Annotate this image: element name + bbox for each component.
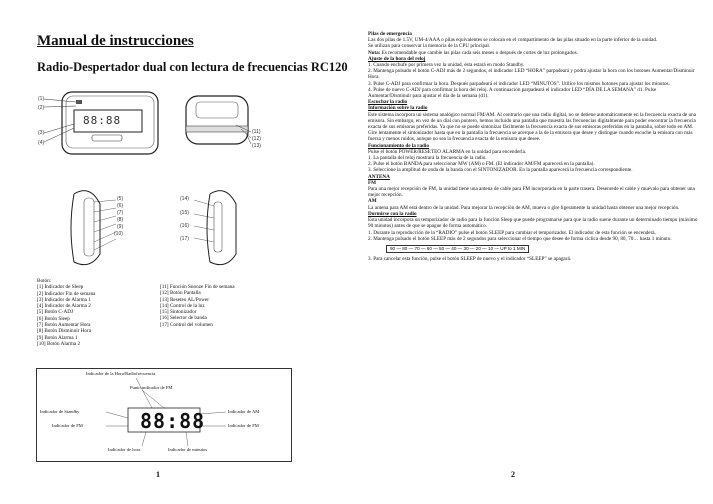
button-item: [1] Indicador de Sleep (37, 284, 84, 291)
button-item: [4] Indicador de Alarma 2 (37, 303, 91, 310)
page-number-left: 1 (156, 470, 160, 479)
am-title: AM (368, 198, 377, 205)
pilas-note-text: Es recomendable que cambie las pilas cada seis meses o después de cortes de luz prolongados. (381, 49, 578, 56)
button-item: [13] Reseteo AL/Power (160, 296, 209, 303)
callout-4: (4) (38, 140, 45, 146)
pilas-text-2: Se utilizan para conservar la memoria de la CPU principal. (368, 43, 491, 50)
callout-11: (11) (252, 129, 261, 135)
display-digits: 88:88 (140, 409, 206, 433)
callout-13: (13) (252, 143, 261, 149)
label-fm-right: Indicador de FM (228, 423, 259, 428)
button-item: [3] Indicador de Alarma 1 (37, 296, 91, 303)
dormirse-text: Esta unidad incorpora un temporizador de radio para la función Sleep que puede programarse para que la radio suene durante un determinado tiempo (máximo 90 minutos) antes de que se apague de forma automático. (368, 217, 698, 230)
label-punto-fm: Punto indicador de FM (130, 385, 173, 390)
callout-6: (6) (117, 203, 124, 209)
ajuste-title: Ajuste de la hora del reloj (368, 55, 426, 62)
label-am: Indicador de AM (228, 409, 260, 414)
callout-1: (1) (38, 96, 45, 102)
callout-2: (2) (38, 105, 45, 111)
dormirse-last: 3. Para cancelar esta función, pulse el botón SLEEP de nuevo y el indicador “SLEEP” se apagará. (368, 256, 572, 263)
callout-8: (8) (117, 217, 124, 223)
button-item: [6] Botón Sleep (37, 315, 70, 322)
callout-12: (12) (252, 136, 261, 142)
func-line: 2. Pulse el botón BANDA para seleccionar MW (AM) o FM. (El indicador AM/FM aparecerá en la pantalla). (368, 161, 595, 168)
callout-10: (10) (114, 231, 123, 237)
button-item: [9] Botón Alarma 1 (37, 334, 78, 341)
callout-17: (17) (180, 236, 189, 242)
label-hora: Indicador de hora (108, 447, 141, 452)
pilas-title: Pilas de emergencia (368, 31, 412, 37)
right-page-text (368, 31, 698, 262)
ajuste-line: 2. Mantenga pulsado el botón C-ADJ más de 2 segundos, el indicador LED “HORA” parpadeará y podrá ajustar la hora con los botones Aumentar/Disminuir Hora. (368, 68, 695, 81)
button-item: [17] Control del volumen (160, 321, 213, 328)
dormirse-line: 1. Durante la reproducción de la “RADIO” pulse el botón SLEEP para cambiar el temporizador. El indicador de esta función se encenderá. (368, 229, 656, 236)
ajuste-line: 1. Cuando enchufe por primera vez la unidad, ésta estará en modo Standby. (368, 62, 525, 69)
callout-16: (16) (180, 223, 189, 229)
dormirse-line: 2. Mantenga pulsado el botón SLEEP más de 2 segundos para seleccionar el tiempo que desee de forma cíclica desde 90, 80, 70… hasta 1 minuto. (368, 235, 672, 242)
fm-text: Para una mejor recepción de FM, la unidad tiene una antena de cable para FM incorporada en la parte trasera. Desenrede el cable y muévalo para obtener una mejor recepción. (368, 186, 695, 199)
button-item: [7] Botón Aumentar Hora (37, 322, 91, 329)
manual-title: Manual de instrucciones (37, 33, 194, 49)
button-item: [5] Botón C-ADJ (37, 309, 74, 316)
callout-3: (3) (38, 130, 45, 136)
button-item: [16] Selector de banda (160, 315, 207, 322)
button-item: [10] Botón Alarma 2 (37, 340, 81, 347)
fm-title: FM (368, 179, 377, 186)
callout-9: (9) (117, 224, 124, 230)
label-standby: Indicador de Standby (40, 409, 80, 414)
callout-14: (14) (180, 196, 189, 202)
ajuste-line: 3. Pulse C-ADJ para confirmar la hora. Después parpadeará el indicador LED “MINUTOS”. Utilice los mismos botones para ajustar los minutos. (368, 80, 670, 87)
page-number-right: 2 (511, 470, 515, 479)
label-hora-frecuencia: Indicador de la Hora/Radiofrecuencia (86, 371, 156, 376)
buttons-heading: Botón: (37, 278, 52, 284)
sleep-sequence: 90 — 80 — 70 — 60 — 50 — 40 — 30 — 20 — 10 — UP to 1 MIN (386, 245, 529, 253)
display-digits-top: 88:88 (83, 114, 122, 127)
func-title: Funcionamiento de la radio (368, 142, 429, 149)
button-item: [15] Sintonizador (160, 309, 197, 316)
sleep-sequence-row (386, 245, 698, 253)
func-line: Pulse el botón POWER/RESETEO ALARMA en la unidad para encenderla. (368, 148, 527, 155)
info-text: Este sistema incorpora un sistema analógico normal FM/AM. Al contrario que una radio digital, no se detiene automáticamente en la frecuencia exacta de una emisora. Sin embargo, en vez de un dial con puntero, hemos incluido una pantalla que muestra las frecuencias digitalmente para poder encontrar la frecuencia exacta de sus emisoras preferidas. Ya que no se puede sintonizar fácilmente la frecuencia exacta de sus emisoras preferidas en la pantalla, sobre todo en AM. Gire lentamente el sintonizador hasta que en la pantalla la frecuencia se acerque a la de la emisora que desee y distingue cuando escuche la emisora con más fuerza y menos ruidos, aunque no sea la frecuencia exacta de la emisora que desee. (368, 111, 696, 143)
antena-title: ANTENA (368, 173, 390, 180)
info-title: Información sobre la radio (368, 105, 428, 112)
func-line: 1. La pantalla del reloj mostrará la frecuencia de la radio. (368, 155, 487, 162)
label-fm-left: Indicador de FM (52, 423, 83, 428)
manual-subtitle: Radio-Despertador dual con lectura de frecuencias RC120 (37, 60, 348, 74)
buttons-list-col1 (37, 278, 157, 347)
callout-7: (7) (117, 210, 124, 216)
button-item: [11] Función Snooze Fin de semana (160, 284, 235, 290)
button-item: [14] Control de la luz (160, 302, 205, 309)
right-page (357, 0, 713, 504)
callout-5: (5) (117, 196, 124, 202)
ajuste-line: 4. Pulse de nuevo C-ADJ para confirmar la hora del reloj. A continuación parpadeará el indicador LED “DÍA DE LA SEMANA” d1. Pulse Aumentar/Disminuir para ajustar el día de la semana (d1). (368, 86, 657, 100)
buttons-list-col2 (160, 284, 290, 328)
pilas-note-label: Nota: (368, 49, 381, 56)
dormirse-title: Dormirse con la radio (368, 210, 417, 217)
escuchar-title: Escuchar la radio (368, 99, 408, 106)
button-item: [2] Indicador Fin de semana (37, 290, 96, 297)
callout-15: (15) (180, 210, 189, 216)
button-item: [8] Botón Disminuir Hora (37, 328, 92, 335)
button-item: [12] Botón Pantalla (160, 290, 201, 297)
clock-side-illustration (60, 184, 260, 272)
label-minutos: Indicador de minutos (168, 447, 208, 452)
clock-front-illustration (36, 88, 266, 168)
pilas-text: Las dos pilas de 1.5V, UM-4/AAA o pilas equivalentes se colocan en el compartimento de las pilas situado en la parte inferior de la unidad. (368, 37, 658, 44)
am-text: La antena para AM está dentro de la unidad. Para mejorar la recepción de AM, mueva o gire ligeramente la unidad hasta obtener una mejor recepción. (368, 204, 680, 211)
func-line: 3. Seleccione la amplitud de onda de la banda con el SINTONIZADOR. En la pantalla aparecerá la frecuencia correspondiente. (368, 167, 633, 174)
